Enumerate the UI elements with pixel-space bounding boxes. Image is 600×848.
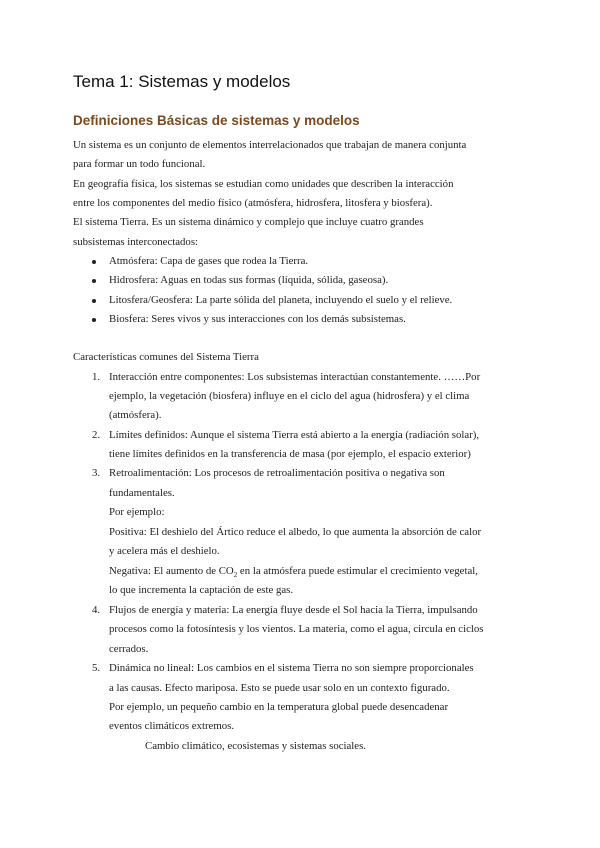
item-indented-line: Cambio climático, ecosistemas y sistemas sociales. — [145, 740, 366, 752]
item-number: 1. — [92, 371, 101, 383]
item-line: ejemplo, la vegetación (biosfera) influye en el ciclo del agua (hidrosfera) y el clima — [109, 390, 470, 402]
item-line: Por ejemplo, un pequeño cambio en la temperatura global puede desencadenar — [109, 701, 449, 713]
item-line: Retroalimentación: Los procesos de retroalimentación positiva o negativa son — [109, 467, 445, 479]
item-number: 2. — [92, 429, 101, 441]
negative-text-after: en la atmósfera puede estimular el crecimiento vegetal, — [237, 565, 478, 577]
item-line: Interacción entre componentes: Los subsistemas interactúan constantemente. ……Por — [109, 371, 481, 383]
bullet-dot — [92, 318, 96, 322]
item-number: 3. — [92, 467, 101, 479]
intro-line: subsistemas interconectados: — [73, 236, 199, 248]
item-line: lo que incrementa la captación de este gas. — [109, 584, 294, 596]
bullet-item: Hidrosfera: Aguas en todas sus formas (líquida, sólida, gaseosa). — [109, 274, 389, 286]
intro-line: En geografía física, los sistemas se estudian como unidades que describen la interacción — [73, 178, 454, 190]
item-line: Por ejemplo: — [109, 506, 165, 518]
item-line: tiene límites definidos en la transferencia de masa (por ejemplo, el espacio exterior) — [109, 448, 471, 460]
bullet-dot — [92, 260, 96, 264]
item-line: Límites definidos: Aunque el sistema Tierra está abierto a la energía (radiación solar), — [109, 429, 480, 441]
item-line: eventos climáticos extremos. — [109, 720, 235, 732]
item-line: a las causas. Efecto mariposa. Esto se puede usar solo en un contexto figurado. — [109, 682, 450, 694]
item-number: 5. — [92, 662, 101, 674]
item-line: (atmósfera). — [109, 409, 162, 421]
characteristics-heading: Características comunes del Sistema Tierra — [73, 351, 259, 363]
page-title: Tema 1: Sistemas y modelos — [73, 72, 291, 91]
item-line: fundamentales. — [109, 487, 175, 499]
item-line-negative — [109, 565, 478, 582]
item-line: procesos como la fotosíntesis y los vientos. La materia, como el agua, circula en ciclos — [109, 623, 484, 635]
intro-line: entre los componentes del medio físico (atmósfera, hidrosfera, litosfera y biosfera). — [73, 197, 433, 209]
item-line: y acelera más el deshielo. — [109, 545, 220, 557]
intro-line: El sistema Tierra. Es un sistema dinámico y complejo que incluye cuatro grandes — [73, 216, 424, 228]
intro-line: Un sistema es un conjunto de elementos interrelacionados que trabajan de manera conjunta — [73, 139, 467, 151]
bullet-dot — [92, 299, 96, 303]
item-number: 4. — [92, 604, 101, 616]
co2-subscript: 2 — [233, 571, 238, 580]
section-heading: Definiciones Básicas de sistemas y modelos — [73, 113, 360, 128]
bullet-item: Litosfera/Geosfera: La parte sólida del planeta, incluyendo el suelo y el relieve. — [109, 294, 453, 306]
item-line: cerrados. — [109, 643, 149, 655]
intro-line: para formar un todo funcional. — [73, 158, 206, 170]
bullet-item: Biosfera: Seres vivos y sus interacciones con los demás subsistemas. — [109, 313, 406, 325]
item-line: Positiva: El deshielo del Ártico reduce el albedo, lo que aumenta la absorción de calor — [109, 526, 482, 538]
bullet-dot — [92, 279, 96, 283]
negative-text-before: Negativa: El aumento de CO — [109, 565, 234, 577]
item-line: Dinámica no lineal: Los cambios en el sistema Tierra no son siempre proporcionales — [109, 662, 474, 674]
bullet-item: Atmósfera: Capa de gases que rodea la Tierra. — [109, 255, 309, 267]
item-line: Flujos de energía y materia: La energía fluye desde el Sol hacia la Tierra, impulsando — [109, 604, 478, 616]
